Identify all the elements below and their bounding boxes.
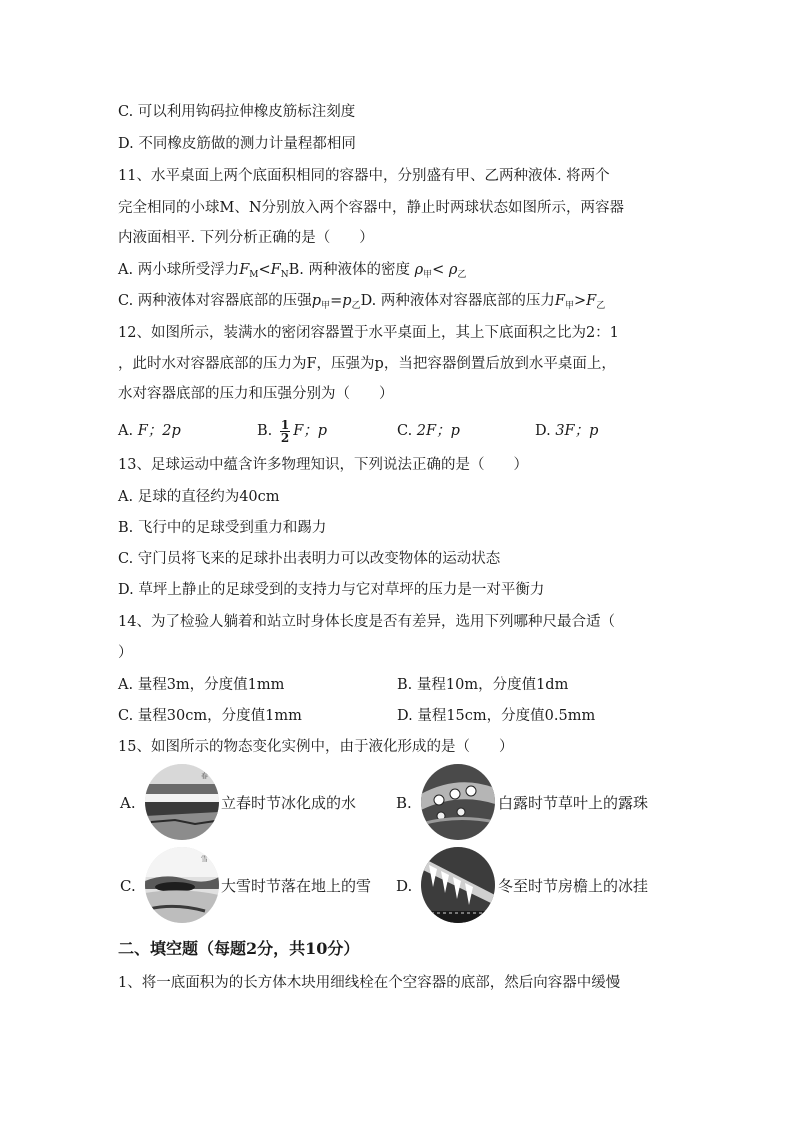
q12-line-3: 水对容器底部的压力和压强分别为（ ） [118,386,394,402]
option-d-text: D. 不同橡皮筋做的测力计量程都相同 [118,136,356,152]
q11-line-2: 完全相同的小球M、N分别放入两个容器中，静止时两球状态如图所示，两容器 [118,200,625,216]
rho-symbol: ρ [448,262,458,278]
q12-a-label: A. [118,423,138,439]
q12-a-value: F；2p [137,423,181,439]
fraction-denominator: 2 [280,430,290,445]
icicles-photo [421,847,495,923]
q12-b-label: B. [257,423,277,439]
subscript-jia: 甲 [423,270,433,280]
q12-c-value: 2F；p [416,423,460,439]
q14-option-c: C. 量程30cm，分度值1mm [118,708,302,724]
q14-option-a: A. 量程3m，分度值1mm [118,677,285,693]
q12-d-label: D. [535,423,556,439]
q11-options-cd [118,291,605,316]
q12-option-a [118,421,181,441]
dew-drops-photo [421,764,495,840]
section-heading: 二、填空题（每题2分，共10分） [118,939,360,958]
q12-c-label: C. [397,423,417,439]
subscript-jia: 甲 [321,301,331,311]
q11-b-text: B. 两种液体的密度 [288,262,415,278]
force-symbol: F [239,262,250,278]
melting-ice-photo [145,764,219,840]
option-c-text: C. 可以利用钩码拉伸橡皮筋标注刻度 [118,104,356,120]
rho-symbol: ρ [414,262,424,278]
q15-a-text: 立春时节冰化成的水 [221,794,357,812]
q13-option-c: C. 守门员将飞来的足球扑出表明力可以改变物体的运动状态 [118,551,501,567]
svg-text:雪: 雪 [201,855,208,863]
less-than: < [432,262,449,278]
q14-stem-1: 14、为了检验人躺着和站立时身体长度是否有差异，选用下列哪种尺最合适（ [118,614,615,630]
q12-line-1: 12、如图所示，装满水的密闭容器置于水平桌面上，其上下底面积之比为2：1 [118,325,619,341]
q13-option-a: A. 足球的直径约为40cm [118,489,280,505]
subscript-m: M [249,270,259,280]
q15-d-label: D. [396,877,413,895]
q12-option-c [397,421,460,441]
q12-line-2: ，此时水对容器底部的压力为F，压强为p，当把容器倒置后放到水平桌面上， [118,356,616,372]
fraction-numerator: 1 [280,417,290,432]
q15-a-label: A. [120,794,136,812]
q14-option-d: D. 量程15cm，分度值0.5mm [397,708,596,724]
svg-text:春: 春 [201,772,208,780]
q13-option-b: B. 飞行中的足球受到重力和踢力 [118,520,327,536]
q11-a-prefix: A. 两小球所受浮力 [118,262,240,278]
fraction-one-half [280,419,290,444]
q12-b-value: F；p [293,423,328,439]
subscript-n: N [280,270,289,280]
q13-option-d: D. 草坪上静止的足球受到的支持力与它对草坪的压力是一对平衡力 [118,582,545,598]
q12-d-value: 3F；p [555,423,599,439]
q11-options-ab [118,260,466,285]
q11-c-prefix: C. 两种液体对容器底部的压强 [118,293,312,309]
equals: = [330,293,343,309]
force-symbol: F [270,262,281,278]
q15-c-text: 大雪时节落在地上的雪 [221,877,372,895]
force-symbol: F [586,293,597,309]
q15-b-text: 白露时节草叶上的露珠 [498,794,649,812]
less-than: < [258,262,271,278]
subscript-yi: 乙 [596,301,606,311]
q15-c-label: C. [120,877,136,895]
force-symbol: F [554,293,565,309]
q12-option-b [257,414,327,448]
greater-than: > [573,293,587,309]
q11-line-3: 内液面相平. 下列分析正确的是（ ） [118,230,374,246]
q15-d-text: 冬至时节房檐上的冰挂 [498,877,649,895]
snow-landscape-photo [145,847,219,923]
q14-stem-2: ） [118,645,133,661]
subscript-yi: 乙 [351,301,361,311]
pressure-symbol: p [311,293,322,309]
subscript-jia: 甲 [564,301,574,311]
pressure-symbol: p [342,293,352,309]
subscript-yi: 乙 [457,270,467,280]
fill-question-1: 1、将一底面积为的长方体木块用细线栓在个空容器的底部，然后向容器中缓慢 [118,975,621,991]
q12-option-d [535,421,598,441]
q11-line-1: 11、水平桌面上两个底面积相同的容器中，分别盛有甲、乙两种液体. 将两个 [118,168,610,184]
q15-stem: 15、如图所示的物态变化实例中，由于液化形成的是（ ） [118,739,514,755]
q11-d-prefix: D. 两种液体对容器底部的压力 [360,293,555,309]
q14-option-b: B. 量程10m，分度值1dm [397,677,569,693]
q15-b-label: B. [396,794,412,812]
q13-stem: 13、足球运动中蕴含许多物理知识，下列说法正确的是（ ） [118,457,528,473]
